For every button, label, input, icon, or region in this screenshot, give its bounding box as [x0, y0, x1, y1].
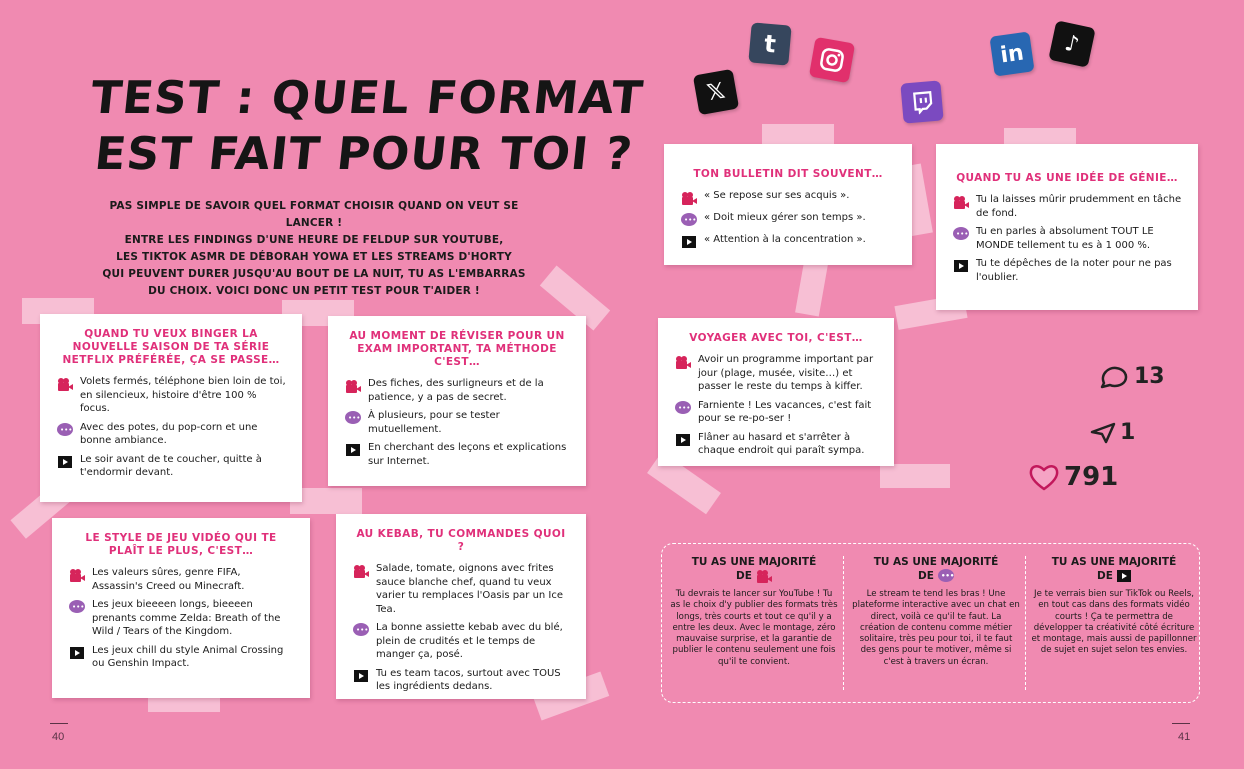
tumblr-glyph: t — [763, 29, 777, 59]
results-divider — [843, 556, 844, 690]
question-card — [936, 144, 1198, 310]
answer-text: En cherchant des leçons et explications sur Internet. — [368, 442, 567, 467]
answer-option-c — [352, 667, 570, 694]
answer-text: Avec des potes, du pop-corn et une bonne ambiance. — [80, 421, 258, 446]
tiktok-glyph: ♪ — [1062, 30, 1082, 58]
comment-icon — [1100, 365, 1130, 389]
play-icon — [952, 258, 970, 274]
answer-option-b — [68, 598, 294, 639]
chat-bubble-icon: ••• — [56, 422, 74, 438]
result-heading: TU AS UNE MAJORITÉ — [873, 556, 999, 568]
question-title: QUAND TU AS UNE IDÉE DE GÉNIE… — [956, 172, 1178, 184]
chat-bubble-icon: ••• — [352, 622, 370, 638]
answer-option-a — [352, 562, 570, 616]
movie-camera-icon — [352, 563, 370, 579]
question-card — [336, 514, 586, 699]
question-title: LE STYLE DE JEU VIDÉO QUI TE PLAÎT LE PLUS, C'EST… — [85, 532, 277, 557]
send-icon — [1090, 422, 1116, 444]
answer-text: Tu te dépêches de la noter pour ne pas l'oublier. — [976, 258, 1172, 283]
result-chat — [852, 555, 1020, 668]
intro-line: LES TIKTOK ASMR DE DÉBORAH YOWA ET LES STREAMS D'HORTY — [116, 251, 512, 263]
play-icon — [352, 668, 370, 684]
comments-stat — [1100, 364, 1165, 389]
tiktok-icon — [1048, 20, 1095, 67]
title-line-2: EST FAIT POUR TOI ? — [92, 127, 636, 180]
page-rule — [50, 723, 68, 724]
movie-camera-icon — [756, 570, 772, 583]
intro-text — [86, 198, 542, 300]
answer-text: Le soir avant de te coucher, quitte à t'endormir devant. — [80, 453, 262, 478]
question-card — [658, 318, 894, 466]
title-line-1: TEST : QUEL FORMAT — [88, 71, 646, 124]
heart-icon — [1028, 462, 1060, 492]
movie-camera-icon — [56, 376, 74, 392]
answer-text: À plusieurs, pour se tester mutuellement. — [368, 410, 500, 435]
x-glyph: 𝕏 — [705, 78, 727, 106]
intro-line: PAS SIMPLE DE SAVOIR QUEL FORMAT CHOISIR QUAND ON VEUT SE LANCER ! — [109, 200, 519, 229]
answer-text: Avoir un programme important par jour (plage, musée, visite…) et passer le reste du temps à kiffer. — [698, 354, 874, 392]
question-card — [328, 316, 586, 486]
answer-option-a — [680, 189, 896, 206]
result-de: DE — [736, 570, 752, 582]
result-text: Le stream te tend les bras ! Une plateforme interactive avec un chat en direct, voilà ce qu'il te faut. La création de contenu comme métier solitaire, très peu pour toi, il te faut des gens pour te motiver, même si c'est à travers un écran. — [852, 589, 1020, 667]
answer-option-b — [952, 225, 1182, 252]
result-heading: TU AS UNE MAJORITÉ — [691, 556, 817, 568]
answer-text: Tu la laisses mûrir prudemment en tâche de fond. — [976, 194, 1182, 219]
play-icon — [1117, 570, 1131, 582]
likes-stat — [1028, 462, 1118, 492]
page-number-right: 41 — [1178, 731, 1191, 743]
shares-stat — [1090, 420, 1135, 445]
tape-decoration — [880, 464, 950, 488]
answer-text: « Attention à la concentration ». — [704, 234, 866, 245]
intro-line: DU CHOIX. VOICI DONC UN PETIT TEST POUR T'AIDER ! — [148, 285, 480, 297]
answer-option-a — [344, 377, 570, 404]
movie-camera-icon — [68, 567, 86, 583]
play-icon — [68, 645, 86, 661]
answer-text: Tu en parles à absolument TOUT LE MONDE tellement tu es à 1 000 %. — [976, 226, 1154, 251]
result-de: DE — [1097, 570, 1113, 582]
question-title: VOYAGER AVEC TOI, C'EST… — [689, 332, 863, 344]
linkedin-icon — [989, 31, 1034, 76]
answer-option-b — [352, 621, 570, 662]
page-rule — [1172, 723, 1190, 724]
tumblr-icon — [748, 22, 791, 65]
answer-option-c — [674, 431, 878, 458]
answer-option-b — [56, 421, 286, 448]
intro-line: QUI PEUVENT DURER JUSQU'AU BOUT DE LA NUIT, TU AS L'EMBARRAS — [102, 268, 526, 280]
answer-text: Farniente ! Les vacances, c'est fait pour se re-po-ser ! — [698, 399, 872, 424]
answer-text: Tu es team tacos, surtout avec TOUS les ingrédients dedans. — [376, 667, 561, 692]
question-title: QUAND TU VEUX BINGER LA NOUVELLE SAISON DE TA SÉRIE NETFLIX PRÉFÉRÉE, ÇA SE PASSE… — [62, 328, 280, 366]
play-icon — [680, 234, 698, 250]
answer-option-c — [680, 233, 896, 250]
chat-bubble-icon: ••• — [680, 212, 698, 228]
answer-text: La bonne assiette kebab avec du blé, plein de crudités et le temps de manger ça, posé. — [376, 622, 563, 660]
answer-option-b — [344, 409, 570, 436]
result-text: Tu devrais te lancer sur YouTube ! Tu as le choix d'y publier des formats très longs, très courts et tout ce qu'il y a entre les deux. Avec le montage, zéro mauvaise surprise, et la garantie de publier le contenu seulement une fois qu'il te convient. — [670, 589, 838, 667]
chat-bubble-icon: ••• — [938, 569, 954, 583]
question-title: AU KEBAB, TU COMMANDES QUOI ? — [356, 528, 566, 553]
page-title — [82, 70, 646, 182]
answer-text: « Se repose sur ses acquis ». — [704, 190, 850, 201]
play-icon — [56, 454, 74, 470]
play-icon — [674, 432, 692, 448]
answer-option-a — [952, 193, 1182, 220]
result-play — [1030, 555, 1198, 657]
answer-option-a — [68, 566, 294, 593]
results-divider — [1025, 556, 1026, 690]
answer-option-c — [68, 644, 294, 671]
answer-text: Les valeurs sûres, genre FIFA, Assassin's Creed ou Minecraft. — [92, 567, 245, 592]
question-title: TON BULLETIN DIT SOUVENT… — [693, 168, 883, 180]
question-title: AU MOMENT DE RÉVISER POUR UN EXAM IMPORTANT, TA MÉTHODE C'EST… — [349, 330, 565, 368]
result-camera — [670, 555, 838, 668]
question-card — [40, 314, 302, 502]
question-card — [52, 518, 310, 698]
chat-bubble-icon: ••• — [674, 400, 692, 416]
answer-option-b — [680, 211, 896, 228]
answer-option-b — [674, 399, 878, 426]
result-de: DE — [918, 570, 934, 582]
instagram-icon — [809, 37, 855, 83]
answer-option-a — [56, 375, 286, 416]
chat-bubble-icon: ••• — [68, 599, 86, 615]
chat-bubble-icon: ••• — [344, 410, 362, 426]
shares-count: 1 — [1120, 420, 1136, 445]
page-number-left: 40 — [52, 731, 65, 743]
answer-option-c — [56, 453, 286, 480]
chat-bubble-icon: ••• — [952, 226, 970, 242]
answer-option-c — [344, 441, 570, 468]
x-twitter-icon — [693, 69, 739, 115]
play-icon — [344, 442, 362, 458]
movie-camera-icon — [674, 354, 692, 370]
result-heading: TU AS UNE MAJORITÉ — [1051, 556, 1177, 568]
comments-count: 13 — [1134, 364, 1165, 389]
answer-option-c — [952, 257, 1182, 284]
answer-text: Les jeux bieeeen longs, bieeeen prenants comme Zelda: Breath of the Wild / Tears of the Kingdom. — [92, 599, 281, 637]
answer-text: Des fiches, des surligneurs et de la patience, y a pas de secret. — [368, 378, 544, 403]
answer-text: « Doit mieux gérer son temps ». — [704, 212, 866, 223]
intro-line: ENTRE LES FINDINGS D'UNE HEURE DE FELDUP SUR YOUTUBE, — [124, 234, 504, 246]
answer-option-a — [674, 353, 878, 394]
twitch-icon — [900, 80, 943, 123]
answer-text: Les jeux chill du style Animal Crossing ou Genshin Impact. — [92, 644, 284, 669]
answer-text: Flâner au hasard et s'arrêter à chaque endroit qui paraît sympa. — [698, 431, 865, 456]
answer-text: Salade, tomate, oignons avec frites sauce blanche chef, quand tu veux varier tu remplaces l'Oasis par un Ice Tea. — [376, 563, 564, 615]
movie-camera-icon — [680, 190, 698, 206]
movie-camera-icon — [344, 378, 362, 394]
result-text: Je te verrais bien sur TikTok ou Reels, en tout cas dans des formats vidéo courts ! Ça te permettra de développer ta créativité côté écriture et montage, mais aussi de papillonner de sujet en sujet selon tes envies. — [1031, 589, 1197, 656]
question-card — [664, 144, 912, 265]
likes-count: 791 — [1064, 462, 1119, 492]
movie-camera-icon — [952, 194, 970, 210]
linkedin-glyph: in — [998, 40, 1026, 68]
answer-text: Volets fermés, téléphone bien loin de toi, en silencieux, histoire d'être 100 % focus. — [80, 376, 286, 414]
